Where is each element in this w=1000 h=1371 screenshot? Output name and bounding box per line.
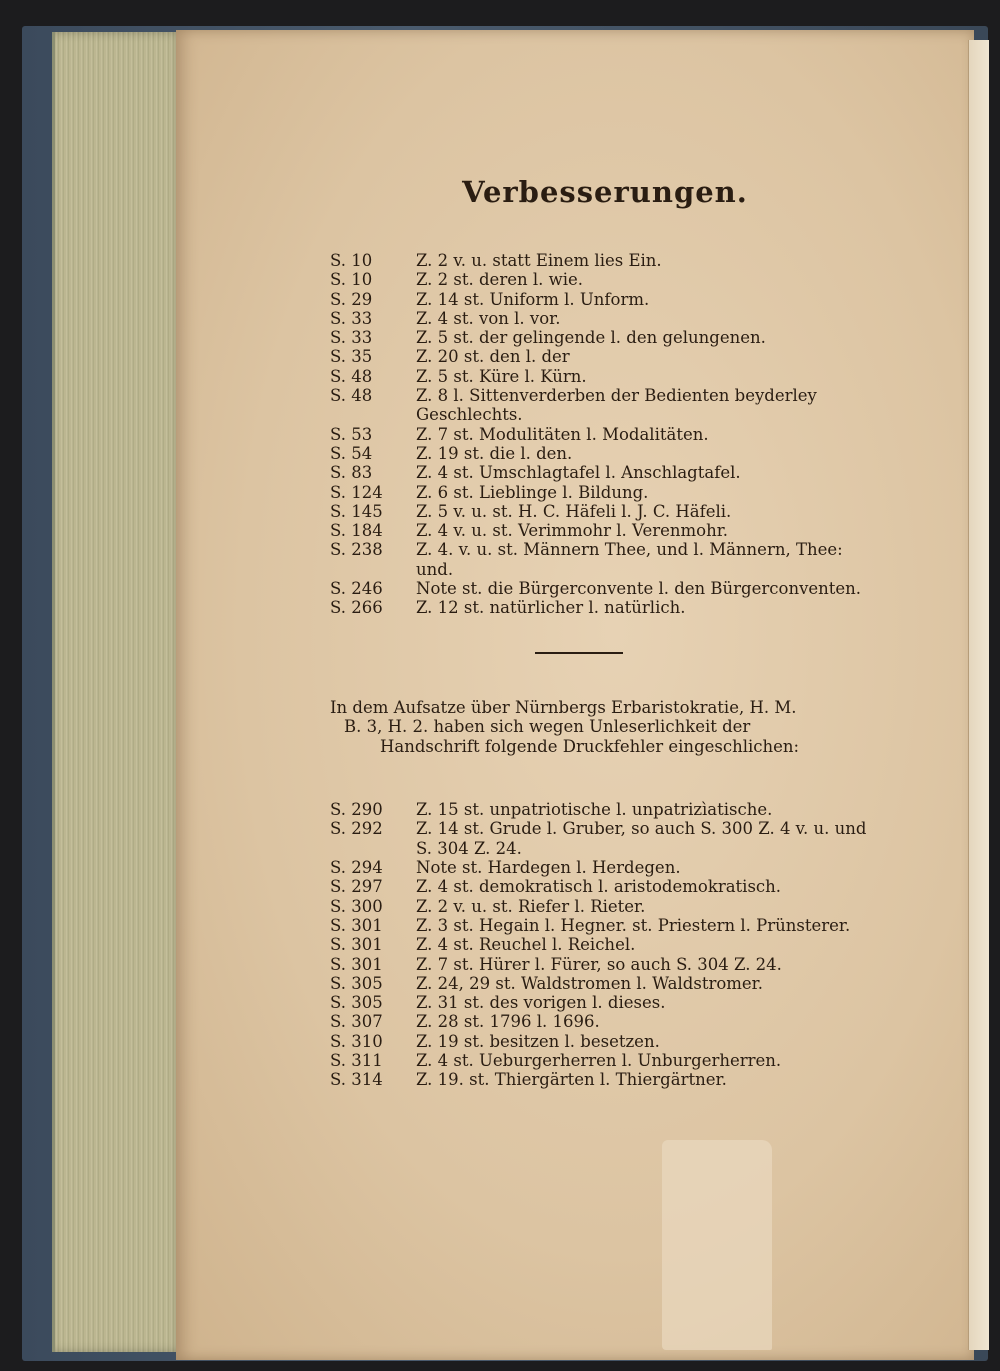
corrections-list-2: [330, 800, 870, 1089]
correction-text: Z. 4 st. Ueburgerherren l. Unburgerherren.: [416, 1051, 782, 1070]
correction-entry: [330, 993, 870, 1012]
correction-text: Z. 28 st. 1796 l. 1696.: [416, 1012, 600, 1032]
correction-page-ref: S. 294: [330, 858, 383, 878]
correction-page-ref: S. 238: [330, 540, 383, 560]
correction-entry: [330, 935, 870, 954]
correction-text: Z. 4 st. Umschlagtafel l. Anschlagtafel.: [416, 463, 741, 483]
correction-text: Z. 3 st. Hegain l. Hegner. st. Priestern l. Prünsterer.: [416, 915, 851, 935]
correction-entry: [330, 290, 870, 309]
correction-text: Note st. Hardegen l. Herdegen.: [416, 858, 681, 878]
correction-entry: [330, 598, 870, 617]
correction-entry: [330, 1051, 870, 1070]
correction-page-ref: S. 290: [330, 800, 383, 820]
correction-page-ref: S. 310: [330, 1031, 383, 1051]
correction-entry: [330, 974, 870, 993]
correction-entry: [330, 502, 870, 521]
correction-page-ref: S. 266: [330, 598, 383, 618]
correction-entry: [330, 425, 870, 444]
correction-text: Z. 4 st. demokratisch l. aristodemokratisch.: [416, 877, 782, 897]
correction-text: Z. 14 st. Grude l. Gruber, so auch S. 300 Z. 4 v. u. und S. 304 Z. 24.: [416, 819, 867, 858]
correction-text: Z. 4 st. Reuchel l. Reichel.: [416, 935, 636, 955]
correction-entry: [330, 540, 870, 579]
correction-entry: [330, 463, 870, 482]
correction-text: Note st. die Bürgerconvente l. den Bürgerconventen.: [416, 579, 862, 599]
correction-text: Z. 5 st. Küre l. Kürn.: [416, 366, 587, 386]
correction-page-ref: S. 307: [330, 1012, 383, 1032]
page-content: [330, 175, 870, 1090]
correction-text: Z. 20 st. den l. der: [416, 347, 570, 367]
correction-entry: [330, 916, 870, 935]
correction-page-ref: S. 29: [330, 289, 373, 309]
correction-page-ref: S. 48: [330, 366, 373, 386]
correction-entry: [330, 367, 870, 386]
correction-page-ref: S. 83: [330, 463, 373, 483]
correction-entry: [330, 877, 870, 896]
correction-page-ref: S. 246: [330, 579, 383, 599]
correction-text: Z. 7 st. Hürer l. Fürer, so auch S. 304 Z. 24.: [416, 954, 782, 974]
correction-text: Z. 5 st. der gelingende l. den gelungenen.: [416, 328, 766, 348]
correction-text: Z. 2 v. u. statt Einem lies Ein.: [416, 251, 662, 270]
correction-page-ref: S. 305: [330, 993, 383, 1013]
correction-text: Z. 19 st. die l. den.: [416, 443, 573, 463]
correction-entry: [330, 521, 870, 540]
intro-line-2: B. 3, H. 2. haben sich wegen Unleserlichkeit der: [344, 717, 751, 737]
correction-page-ref: S. 301: [330, 954, 383, 974]
correction-entry: [330, 800, 870, 819]
correction-text: Z. 31 st. des vorigen l. dieses.: [416, 993, 666, 1013]
section-intro: [330, 698, 870, 757]
correction-entry: [330, 328, 870, 347]
correction-entry: [330, 858, 870, 877]
correction-text: Z. 5 v. u. st. H. C. Häfeli l. J. C. Häfeli.: [416, 501, 732, 521]
section-divider: [535, 652, 623, 654]
correction-page-ref: S. 305: [330, 973, 383, 993]
correction-page-ref: S. 10: [330, 270, 373, 290]
correction-text: Z. 7 st. Modulitäten l. Modalitäten.: [416, 424, 709, 444]
correction-page-ref: S. 300: [330, 896, 383, 916]
correction-text: Z. 4. v. u. st. Männern Thee, und l. Männern, Thee: und.: [416, 540, 843, 579]
correction-text: Z. 4 st. von l. vor.: [416, 308, 561, 328]
correction-text: Z. 4 v. u. st. Verimmohr l. Verenmohr.: [416, 521, 729, 541]
correction-page-ref: S. 54: [330, 443, 373, 463]
correction-page-ref: S. 297: [330, 877, 383, 897]
correction-entry: [330, 444, 870, 463]
paper-stain: [662, 1140, 772, 1350]
correction-page-ref: S. 301: [330, 935, 383, 955]
page-edges: [52, 32, 185, 1352]
correction-page-ref: S. 311: [330, 1051, 383, 1070]
correction-entry: [330, 270, 870, 289]
correction-page-ref: S. 124: [330, 482, 383, 502]
correction-text: Z. 2 v. u. st. Riefer l. Rieter.: [416, 896, 646, 916]
correction-entry: [330, 955, 870, 974]
correction-text: Z. 19 st. besitzen l. besetzen.: [416, 1031, 660, 1051]
correction-page-ref: S. 10: [330, 251, 373, 270]
corrections-list: [330, 251, 870, 618]
correction-page-ref: S. 33: [330, 308, 373, 328]
intro-line-3: Handschrift folgende Druckfehler eingeschlichen:: [380, 736, 800, 756]
correction-text: Z. 12 st. natürlicher l. natürlich.: [416, 598, 686, 618]
correction-text: Z. 8 l. Sittenverderben der Bedienten beyderley Geschlechts.: [416, 386, 817, 425]
intro-line-1: In dem Aufsatze über Nürnbergs Erbaristokratie, H. M.: [330, 697, 797, 717]
correction-page-ref: S. 48: [330, 386, 373, 406]
correction-page-ref: S. 53: [330, 424, 373, 444]
correction-entry: [330, 819, 870, 858]
correction-entry: [330, 1032, 870, 1051]
correction-page-ref: S. 314: [330, 1070, 383, 1090]
correction-page-ref: S. 292: [330, 819, 383, 839]
correction-entry: [330, 386, 870, 425]
facing-page-edge: [968, 40, 989, 1350]
correction-page-ref: S. 301: [330, 915, 383, 935]
correction-page-ref: S. 33: [330, 328, 373, 348]
correction-text: Z. 19. st. Thiergärten l. Thiergärtner.: [416, 1070, 727, 1090]
correction-entry: [330, 579, 870, 598]
page-title: Verbesserungen.: [462, 175, 748, 209]
correction-text: Z. 14 st. Uniform l. Unform.: [416, 289, 650, 309]
correction-text: Z. 15 st. unpatriotische l. unpatrizìatische.: [416, 800, 773, 820]
correction-entry: [330, 251, 870, 270]
correction-text: Z. 24, 29 st. Waldstromen l. Waldstromer.: [416, 973, 763, 993]
correction-entry: [330, 897, 870, 916]
correction-entry: [330, 1012, 870, 1031]
correction-entry: [330, 309, 870, 328]
correction-text: Z. 2 st. deren l. wie.: [416, 270, 584, 290]
correction-page-ref: S. 145: [330, 501, 383, 521]
correction-text: Z. 6 st. Lieblinge l. Bildung.: [416, 482, 649, 502]
correction-entry: [330, 1070, 870, 1089]
correction-entry: [330, 483, 870, 502]
correction-page-ref: S. 35: [330, 347, 373, 367]
correction-page-ref: S. 184: [330, 521, 383, 541]
correction-entry: [330, 347, 870, 366]
